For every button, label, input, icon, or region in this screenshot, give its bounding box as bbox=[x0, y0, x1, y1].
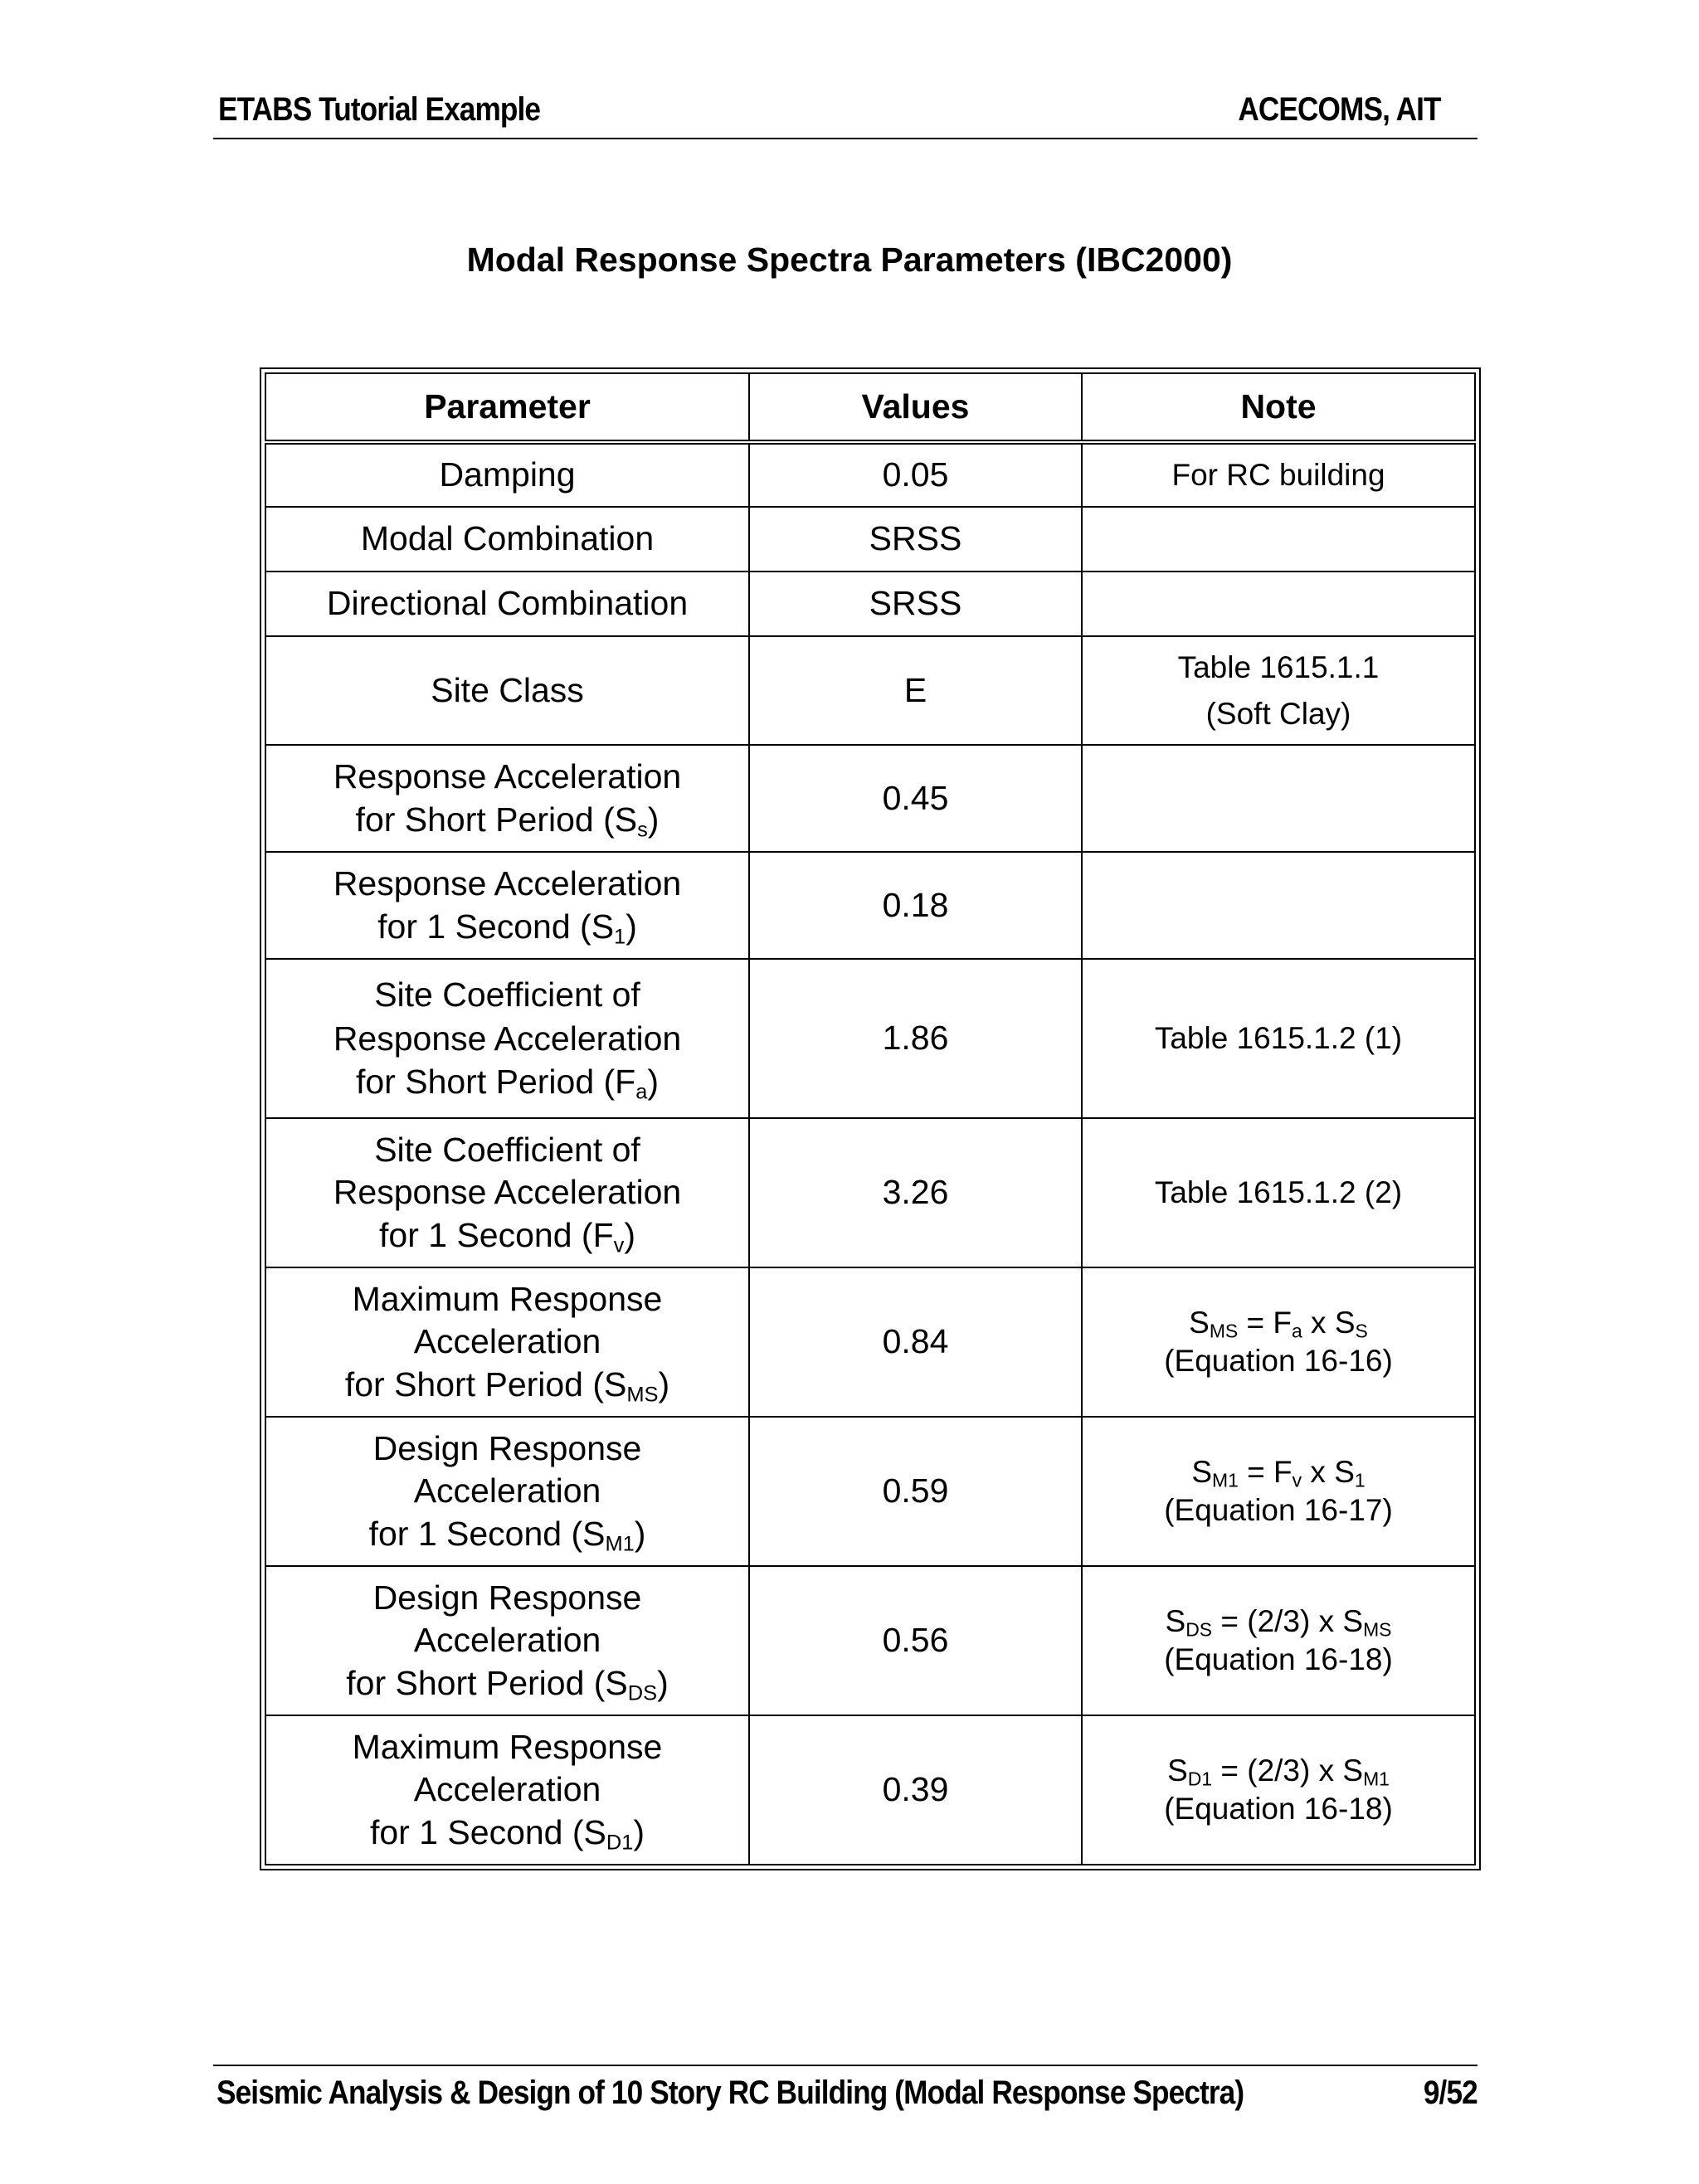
param-cell bbox=[265, 442, 749, 507]
param-subscript: M1 bbox=[605, 1531, 635, 1555]
param-line: Response Acceleration bbox=[333, 864, 682, 903]
param-line: for Short Period (F bbox=[355, 1063, 636, 1102]
note-cell bbox=[1082, 959, 1475, 1118]
formula-part: = F bbox=[1238, 1305, 1293, 1340]
table-row bbox=[265, 507, 1475, 572]
param-line: Design Response bbox=[372, 1429, 642, 1468]
page-footer bbox=[213, 2065, 1477, 2124]
note-cell bbox=[1082, 745, 1475, 852]
note-cell bbox=[1082, 572, 1475, 636]
formula-subscript: MS bbox=[1363, 1618, 1392, 1641]
value-cell: SRSS bbox=[749, 572, 1082, 636]
formula-subscript: MS bbox=[1209, 1320, 1239, 1342]
param-line: for Short Period (S bbox=[355, 800, 638, 839]
param-subscript: a bbox=[635, 1080, 648, 1104]
param-line: Acceleration bbox=[413, 1471, 601, 1510]
formula-subscript: M1 bbox=[1212, 1469, 1239, 1491]
param-close: ) bbox=[647, 800, 660, 839]
table-row bbox=[265, 572, 1475, 636]
param-cell bbox=[265, 1566, 749, 1715]
note-cell bbox=[1082, 636, 1475, 745]
param-line: for Short Period (S bbox=[346, 1663, 628, 1702]
param-close: ) bbox=[626, 907, 637, 946]
param-cell bbox=[265, 1118, 749, 1267]
header-org: ACECOMS, AIT bbox=[1238, 91, 1441, 128]
page-number: 9/52 bbox=[1424, 2075, 1477, 2111]
note-line: (Equation 16-18) bbox=[1164, 1642, 1393, 1676]
param-subscript: DS bbox=[627, 1681, 658, 1705]
formula-part: = F bbox=[1238, 1454, 1293, 1489]
param-line: Acceleration bbox=[413, 1322, 601, 1361]
param-cell bbox=[265, 959, 749, 1118]
note-cell bbox=[1082, 1566, 1475, 1715]
parameters-table bbox=[265, 372, 1476, 1865]
table-row bbox=[265, 442, 1475, 507]
table-row bbox=[265, 1566, 1475, 1715]
param-line: for 1 Second (S bbox=[377, 907, 615, 946]
param-cell bbox=[265, 507, 749, 572]
param-line: Response Acceleration bbox=[333, 1173, 682, 1212]
note-cell bbox=[1082, 852, 1475, 959]
header-note: Note bbox=[1082, 373, 1475, 442]
table-row bbox=[265, 745, 1475, 852]
table-row bbox=[265, 1715, 1475, 1865]
formula-subscript: v bbox=[1292, 1469, 1302, 1491]
param-cell bbox=[265, 1715, 749, 1865]
note-formula bbox=[1165, 1603, 1392, 1641]
formula-subscript: S bbox=[1355, 1320, 1368, 1342]
param-close: ) bbox=[624, 1215, 635, 1254]
formula-part: S bbox=[1191, 1454, 1213, 1489]
param-line: Modal Combination bbox=[360, 519, 655, 558]
parameters-table-frame bbox=[260, 367, 1481, 1870]
formula-subscript: D1 bbox=[1187, 1768, 1213, 1790]
formula-part: S bbox=[1189, 1305, 1210, 1340]
formula-part: = (2/3) x S bbox=[1212, 1753, 1364, 1788]
formula-subscript: DS bbox=[1185, 1618, 1213, 1641]
note-formula bbox=[1191, 1455, 1365, 1489]
table-header-row bbox=[265, 373, 1475, 442]
note-line: Table 1615.1.2 (2) bbox=[1154, 1175, 1403, 1209]
formula-part: S bbox=[1167, 1753, 1188, 1788]
param-close: ) bbox=[647, 1063, 660, 1102]
param-subscript: v bbox=[613, 1233, 625, 1257]
value-cell: 0.56 bbox=[749, 1566, 1082, 1715]
formula-subscript: a bbox=[1292, 1320, 1302, 1342]
formula-part: S bbox=[1165, 1603, 1186, 1638]
param-cell bbox=[265, 572, 749, 636]
note-cell bbox=[1082, 1118, 1475, 1267]
note-cell bbox=[1082, 442, 1475, 507]
value-cell: 0.59 bbox=[749, 1417, 1082, 1566]
table-row bbox=[265, 1118, 1475, 1267]
param-line: Design Response bbox=[372, 1578, 642, 1617]
formula-subscript: M1 bbox=[1363, 1768, 1390, 1790]
value-cell: 0.05 bbox=[749, 442, 1082, 507]
note-line: For RC building bbox=[1171, 457, 1385, 492]
param-close: ) bbox=[634, 1514, 646, 1553]
note-cell bbox=[1082, 1417, 1475, 1566]
table-row bbox=[265, 852, 1475, 959]
param-line: for 1 Second (F bbox=[379, 1215, 614, 1254]
footer-doc-title: Seismic Analysis & Design of 10 Story RC Building (Modal Response Spectra) bbox=[217, 2075, 1244, 2111]
param-line: Maximum Response bbox=[352, 1280, 663, 1319]
note-line: Table 1615.1.2 (1) bbox=[1154, 1020, 1403, 1055]
table-row bbox=[265, 1417, 1475, 1566]
value-cell: 0.18 bbox=[749, 852, 1082, 959]
note-formula bbox=[1167, 1754, 1390, 1788]
header-doc-name: ETABS Tutorial Example bbox=[218, 91, 541, 128]
param-cell bbox=[265, 1417, 749, 1566]
param-subscript: s bbox=[637, 817, 648, 841]
page-header bbox=[213, 86, 1477, 139]
table-row bbox=[265, 636, 1475, 745]
note-formula bbox=[1189, 1306, 1368, 1340]
param-subscript: D1 bbox=[606, 1830, 634, 1854]
value-cell: 0.39 bbox=[749, 1715, 1082, 1865]
value-cell: 0.45 bbox=[749, 745, 1082, 852]
table-row bbox=[265, 959, 1475, 1118]
note-line: Table 1615.1.1 bbox=[1177, 650, 1380, 684]
param-close: ) bbox=[633, 1812, 645, 1851]
table-row bbox=[265, 1267, 1475, 1417]
param-close: ) bbox=[658, 1364, 670, 1403]
formula-part: = (2/3) x S bbox=[1212, 1603, 1364, 1638]
value-cell: 0.84 bbox=[749, 1267, 1082, 1417]
param-line: Site Coefficient of bbox=[374, 975, 640, 1014]
header-values: Values bbox=[749, 373, 1082, 442]
note-cell bbox=[1082, 1715, 1475, 1865]
param-line: Response Acceleration bbox=[333, 757, 682, 796]
param-line: Site Class bbox=[431, 670, 584, 709]
param-cell bbox=[265, 1267, 749, 1417]
param-cell bbox=[265, 852, 749, 959]
param-line: for 1 Second (S bbox=[369, 1812, 606, 1851]
param-line: Response Acceleration bbox=[333, 1019, 682, 1058]
param-line: Maximum Response bbox=[352, 1728, 663, 1767]
header-parameter: Parameter bbox=[265, 373, 749, 442]
note-line: (Equation 16-18) bbox=[1164, 1792, 1393, 1826]
param-line: Site Coefficient of bbox=[374, 1131, 640, 1170]
formula-part: x S bbox=[1302, 1305, 1356, 1340]
param-line: for 1 Second (S bbox=[368, 1514, 606, 1553]
param-line: Acceleration bbox=[413, 1621, 601, 1660]
value-cell: 1.86 bbox=[749, 959, 1082, 1118]
param-close: ) bbox=[657, 1663, 669, 1702]
value-cell: SRSS bbox=[749, 507, 1082, 572]
value-cell: E bbox=[749, 636, 1082, 745]
param-line: Directional Combination bbox=[326, 584, 689, 623]
note-line: (Equation 16-16) bbox=[1164, 1344, 1393, 1378]
param-line: Damping bbox=[439, 455, 576, 494]
param-cell bbox=[265, 745, 749, 852]
formula-part: x S bbox=[1302, 1454, 1355, 1489]
param-line: Acceleration bbox=[413, 1770, 601, 1809]
formula-subscript: 1 bbox=[1354, 1469, 1366, 1491]
value-cell: 3.26 bbox=[749, 1118, 1082, 1267]
param-subscript: MS bbox=[626, 1382, 659, 1406]
param-cell bbox=[265, 636, 749, 745]
note-line: (Soft Clay) bbox=[1205, 696, 1351, 731]
note-cell bbox=[1082, 1267, 1475, 1417]
page-title: Modal Response Spectra Parameters (IBC2000) bbox=[466, 241, 1233, 279]
note-line: (Equation 16-17) bbox=[1164, 1493, 1393, 1527]
param-subscript: 1 bbox=[614, 924, 626, 948]
note-cell bbox=[1082, 507, 1475, 572]
param-line: for Short Period (S bbox=[344, 1364, 627, 1403]
